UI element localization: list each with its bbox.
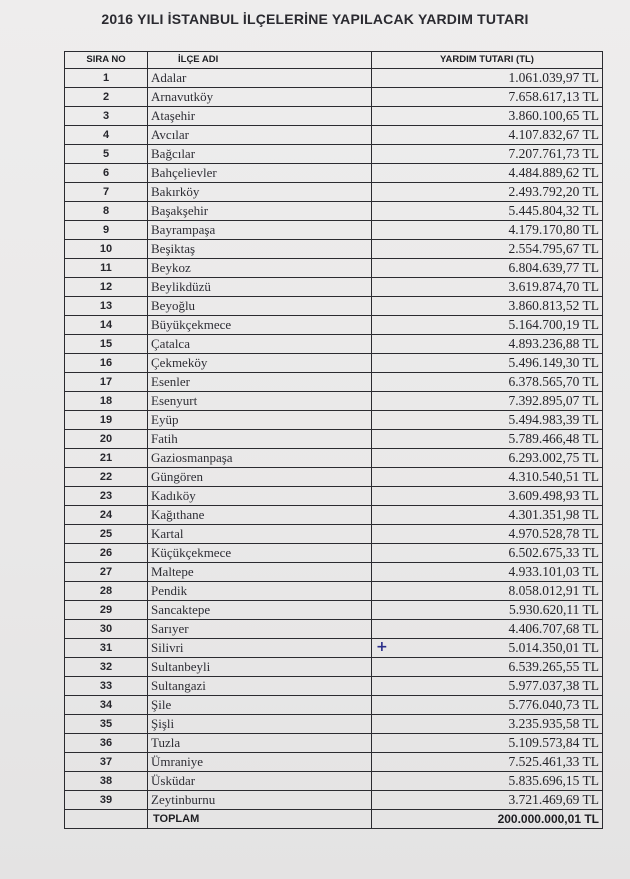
table-row xyxy=(65,278,603,297)
aid-amount xyxy=(372,297,603,316)
table-header-row xyxy=(65,52,603,69)
district-name: Şişli xyxy=(148,715,372,734)
table-row xyxy=(65,411,603,430)
aid-amount-value: 5.445.804,32 TL xyxy=(508,203,599,218)
aid-amount-value: 5.014.350,01 TL xyxy=(508,640,599,655)
aid-amount-value: 4.301.351,98 TL xyxy=(508,507,599,522)
row-number: 18 xyxy=(65,392,148,411)
row-number: 9 xyxy=(65,221,148,240)
row-number: 24 xyxy=(65,506,148,525)
aid-amount-table xyxy=(64,51,603,829)
aid-amount-value: 6.378.565,70 TL xyxy=(508,374,599,389)
row-number: 33 xyxy=(65,677,148,696)
row-number: 36 xyxy=(65,734,148,753)
row-number: 23 xyxy=(65,487,148,506)
aid-amount xyxy=(372,715,603,734)
table-row xyxy=(65,772,603,791)
aid-amount-value: 3.721.469,69 TL xyxy=(508,792,599,807)
district-name: Eyüp xyxy=(148,411,372,430)
district-name: Bakırköy xyxy=(148,183,372,202)
table-row xyxy=(65,183,603,202)
row-number: 2 xyxy=(65,88,148,107)
aid-amount-value: 6.293.002,75 TL xyxy=(508,450,599,465)
table-row xyxy=(65,373,603,392)
aid-amount xyxy=(372,126,603,145)
district-name: Güngören xyxy=(148,468,372,487)
row-number: 1 xyxy=(65,69,148,88)
aid-amount-value: 5.789.466,48 TL xyxy=(508,431,599,446)
table-row xyxy=(65,145,603,164)
table-row xyxy=(65,297,603,316)
row-number: 21 xyxy=(65,449,148,468)
total-label: TOPLAM xyxy=(148,810,372,829)
table-row xyxy=(65,430,603,449)
district-name: Pendik xyxy=(148,582,372,601)
table-row xyxy=(65,107,603,126)
aid-amount xyxy=(372,259,603,278)
row-number: 16 xyxy=(65,354,148,373)
table-row xyxy=(65,240,603,259)
district-name: Çekmeköy xyxy=(148,354,372,373)
aid-amount xyxy=(372,221,603,240)
aid-amount-value: 2.493.792,20 TL xyxy=(508,184,599,199)
district-name: Beykoz xyxy=(148,259,372,278)
aid-amount xyxy=(372,677,603,696)
aid-amount-value: 3.619.874,70 TL xyxy=(508,279,599,294)
district-name: Beşiktaş xyxy=(148,240,372,259)
table-row xyxy=(65,677,603,696)
district-name: Üsküdar xyxy=(148,772,372,791)
district-name: Silivri xyxy=(148,639,372,658)
aid-amount xyxy=(372,373,603,392)
row-number: 30 xyxy=(65,620,148,639)
row-number: 39 xyxy=(65,791,148,810)
district-name: Adalar xyxy=(148,69,372,88)
aid-amount-value: 6.539.265,55 TL xyxy=(508,659,599,674)
table-row xyxy=(65,791,603,810)
district-name: Sarıyer xyxy=(148,620,372,639)
district-name: Küçükçekmece xyxy=(148,544,372,563)
aid-amount-value: 4.970.528,78 TL xyxy=(508,526,599,541)
aid-amount xyxy=(372,316,603,335)
table-row xyxy=(65,259,603,278)
table-row xyxy=(65,563,603,582)
aid-amount-value: 4.179.170,80 TL xyxy=(508,222,599,237)
column-header-amount: YARDIM TUTARI (TL) xyxy=(372,52,603,69)
district-name: Bayrampaşa xyxy=(148,221,372,240)
aid-amount-value: 5.835.696,15 TL xyxy=(508,773,599,788)
row-number: 17 xyxy=(65,373,148,392)
district-name: Tuzla xyxy=(148,734,372,753)
table-row xyxy=(65,601,603,620)
aid-amount xyxy=(372,164,603,183)
aid-amount-value: 4.310.540,51 TL xyxy=(508,469,599,484)
table-row xyxy=(65,354,603,373)
district-name: Bağcılar xyxy=(148,145,372,164)
aid-amount-value: 5.930.620,11 TL xyxy=(509,602,599,617)
district-name: Ümraniye xyxy=(148,753,372,772)
aid-amount-value: 5.977.037,38 TL xyxy=(508,678,599,693)
district-name: Esenyurt xyxy=(148,392,372,411)
aid-amount xyxy=(372,145,603,164)
aid-amount-value: 5.494.983,39 TL xyxy=(508,412,599,427)
aid-amount xyxy=(372,335,603,354)
row-number: 19 xyxy=(65,411,148,430)
aid-amount xyxy=(372,88,603,107)
row-number: 34 xyxy=(65,696,148,715)
row-number: 22 xyxy=(65,468,148,487)
district-name: Beyoğlu xyxy=(148,297,372,316)
district-name: Sancaktepe xyxy=(148,601,372,620)
table-row xyxy=(65,487,603,506)
table-row xyxy=(65,202,603,221)
total-row xyxy=(65,810,603,829)
aid-amount xyxy=(372,411,603,430)
aid-amount-value: 4.406.707,68 TL xyxy=(508,621,599,636)
district-name: Bahçelievler xyxy=(148,164,372,183)
row-number: 25 xyxy=(65,525,148,544)
table-row xyxy=(65,449,603,468)
handwritten-plus-mark: + xyxy=(376,639,388,655)
row-number: 20 xyxy=(65,430,148,449)
table-row xyxy=(65,658,603,677)
aid-amount-value: 5.496.149,30 TL xyxy=(508,355,599,370)
aid-amount xyxy=(372,791,603,810)
aid-amount-value: 3.860.100,65 TL xyxy=(508,108,599,123)
table-row xyxy=(65,335,603,354)
aid-amount xyxy=(372,639,603,658)
table-row xyxy=(65,164,603,183)
aid-amount-value: 7.392.895,07 TL xyxy=(508,393,599,408)
district-name: Esenler xyxy=(148,373,372,392)
aid-amount-value: 8.058.012,91 TL xyxy=(508,583,599,598)
document-title: 2016 YILI İSTANBUL İLÇELERİNE YAPILACAK YARDIM TUTARI xyxy=(101,11,529,27)
row-number: 15 xyxy=(65,335,148,354)
aid-amount xyxy=(372,392,603,411)
district-name: Çatalca xyxy=(148,335,372,354)
aid-amount xyxy=(372,278,603,297)
aid-amount xyxy=(372,69,603,88)
table-row xyxy=(65,392,603,411)
row-number: 38 xyxy=(65,772,148,791)
aid-amount xyxy=(372,734,603,753)
aid-amount xyxy=(372,468,603,487)
district-name: Beylikdüzü xyxy=(148,278,372,297)
table-row xyxy=(65,544,603,563)
district-name: Sultanbeyli xyxy=(148,658,372,677)
aid-amount xyxy=(372,601,603,620)
row-number: 11 xyxy=(65,259,148,278)
table-row xyxy=(65,468,603,487)
aid-amount xyxy=(372,107,603,126)
district-name: Kartal xyxy=(148,525,372,544)
district-name: Fatih xyxy=(148,430,372,449)
row-number: 6 xyxy=(65,164,148,183)
row-number: 8 xyxy=(65,202,148,221)
row-number: 14 xyxy=(65,316,148,335)
aid-amount-value: 6.804.639,77 TL xyxy=(508,260,599,275)
row-number: 7 xyxy=(65,183,148,202)
aid-amount-value: 4.107.832,67 TL xyxy=(508,127,599,142)
district-name: Kağıthane xyxy=(148,506,372,525)
district-name: Avcılar xyxy=(148,126,372,145)
aid-amount xyxy=(372,354,603,373)
table-row xyxy=(65,734,603,753)
aid-amount xyxy=(372,563,603,582)
row-number: 37 xyxy=(65,753,148,772)
aid-amount xyxy=(372,430,603,449)
row-number: 28 xyxy=(65,582,148,601)
aid-amount xyxy=(372,525,603,544)
table-row xyxy=(65,69,603,88)
aid-amount xyxy=(372,620,603,639)
district-name: Şile xyxy=(148,696,372,715)
table-body xyxy=(65,69,603,810)
row-number: 13 xyxy=(65,297,148,316)
district-name: Başakşehir xyxy=(148,202,372,221)
aid-amount xyxy=(372,582,603,601)
total-empty-cell xyxy=(65,810,148,829)
table-row xyxy=(65,753,603,772)
row-number: 4 xyxy=(65,126,148,145)
row-number: 29 xyxy=(65,601,148,620)
aid-amount xyxy=(372,240,603,259)
aid-amount-value: 4.484.889,62 TL xyxy=(508,165,599,180)
aid-amount-value: 7.658.617,13 TL xyxy=(508,89,599,104)
row-number: 5 xyxy=(65,145,148,164)
column-header-no: SIRA NO xyxy=(65,52,148,69)
row-number: 10 xyxy=(65,240,148,259)
table-row xyxy=(65,221,603,240)
aid-amount xyxy=(372,183,603,202)
aid-amount-value: 7.525.461,33 TL xyxy=(508,754,599,769)
aid-amount-value: 3.235.935,58 TL xyxy=(508,716,599,731)
row-number: 27 xyxy=(65,563,148,582)
aid-amount-value: 6.502.675,33 TL xyxy=(508,545,599,560)
aid-amount xyxy=(372,544,603,563)
table-row xyxy=(65,88,603,107)
aid-amount-value: 2.554.795,67 TL xyxy=(508,241,599,256)
aid-amount-value: 5.776.040,73 TL xyxy=(508,697,599,712)
table-row xyxy=(65,620,603,639)
row-number: 32 xyxy=(65,658,148,677)
district-name: Arnavutköy xyxy=(148,88,372,107)
table-row xyxy=(65,126,603,145)
row-number: 12 xyxy=(65,278,148,297)
row-number: 35 xyxy=(65,715,148,734)
aid-amount-value: 1.061.039,97 TL xyxy=(508,70,599,85)
district-name: Sultangazi xyxy=(148,677,372,696)
table-row xyxy=(65,582,603,601)
total-amount: 200.000.000,01 TL xyxy=(372,810,603,829)
district-name: Zeytinburnu xyxy=(148,791,372,810)
row-number: 31 xyxy=(65,639,148,658)
aid-amount xyxy=(372,753,603,772)
aid-amount xyxy=(372,449,603,468)
row-number: 26 xyxy=(65,544,148,563)
aid-amount xyxy=(372,696,603,715)
aid-amount-value: 7.207.761,73 TL xyxy=(508,146,599,161)
table-row xyxy=(65,525,603,544)
district-name: Maltepe xyxy=(148,563,372,582)
table-row xyxy=(65,506,603,525)
aid-amount-value: 4.893.236,88 TL xyxy=(508,336,599,351)
district-name: Ataşehir xyxy=(148,107,372,126)
aid-amount xyxy=(372,506,603,525)
table-row xyxy=(65,639,603,658)
table-row xyxy=(65,316,603,335)
aid-amount xyxy=(372,202,603,221)
aid-amount xyxy=(372,772,603,791)
aid-amount-value: 3.860.813,52 TL xyxy=(508,298,599,313)
district-name: Büyükçekmece xyxy=(148,316,372,335)
table-row xyxy=(65,715,603,734)
aid-amount-value: 3.609.498,93 TL xyxy=(508,488,599,503)
aid-amount-value: 4.933.101,03 TL xyxy=(508,564,599,579)
aid-amount xyxy=(372,658,603,677)
district-name: Kadıköy xyxy=(148,487,372,506)
aid-amount-value: 5.164.700,19 TL xyxy=(508,317,599,332)
column-header-district: İLÇE ADI xyxy=(148,52,372,69)
aid-amount-value: 5.109.573,84 TL xyxy=(508,735,599,750)
aid-amount xyxy=(372,487,603,506)
district-name: Gaziosmanpaşa xyxy=(148,449,372,468)
row-number: 3 xyxy=(65,107,148,126)
table-row xyxy=(65,696,603,715)
